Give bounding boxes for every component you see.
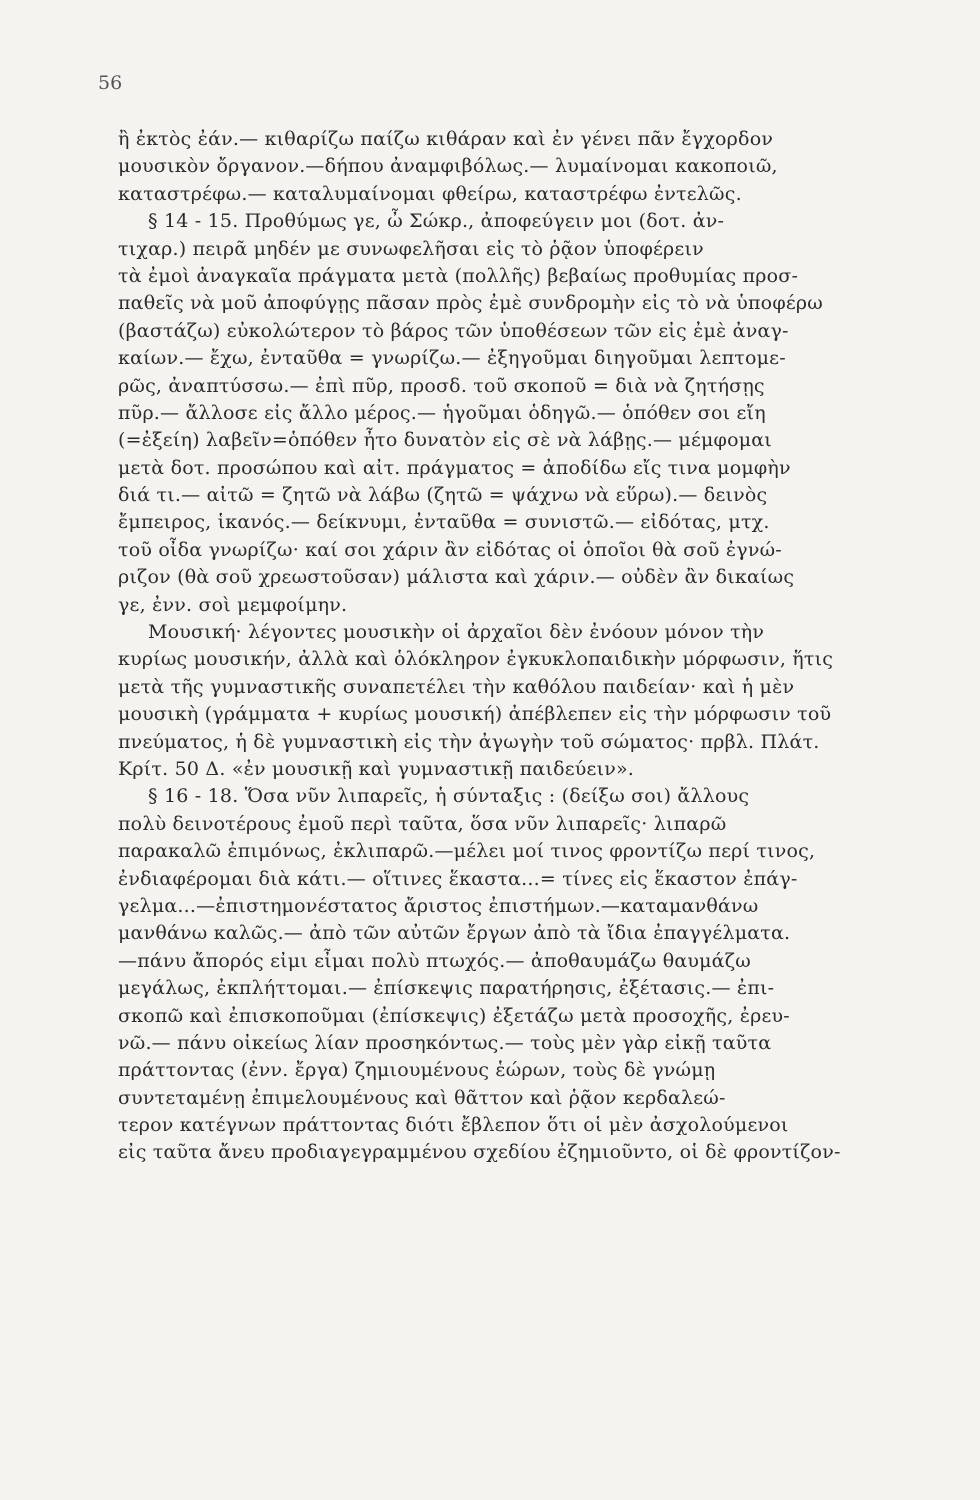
- text-line: τὰ ἐμοὶ ἀναγκαῖα πράγματα μετὰ (πολλῆς) βεβαίως προθυμίας προσ-: [118, 264, 799, 287]
- text-line: εἰς ταῦτα ἄνευ προδιαγεγραμμένου σχεδίου ἐζημιοῦντο, οἱ δὲ φροντίζον-: [118, 1141, 841, 1164]
- text-line: καταστρέφω.— καταλυμαίνομαι φθείρω, καταστρέφω ἐντελῶς.: [118, 182, 742, 205]
- text-line: ἐνδιαφέρομαι διὰ κάτι.— οἵτινες ἕκαστα...= τίνες εἰς ἕκαστον ἐπάγ-: [118, 867, 798, 890]
- text-line: τερον κατέγνων πράττοντας διότι ἔβλεπον ὅτι οἱ μὲν ἀσχολούμενοι: [118, 1114, 789, 1137]
- text-line: διά τι.— αἰτῶ = ζητῶ νὰ λάβω (ζητῶ = ψάχνω νὰ εὕρω).— δεινὸς: [118, 484, 768, 507]
- text-line: κυρίως μουσικήν, ἀλλὰ καὶ ὁλόκληρον ἐγκυκλοπαιδικὴν μόρφωσιν, ἥτις: [118, 648, 834, 671]
- text-line: πῦρ.— ἄλλοσε εἰς ἄλλο μέρος.— ἡγοῦμαι ὁδηγῶ.— ὁπόθεν σοι εἴη: [118, 401, 766, 424]
- text-line: πνεύματος, ἡ δὲ γυμναστικὴ εἰς τὴν ἀγωγὴν τοῦ σώματος· πρβλ. Πλάτ.: [118, 730, 820, 753]
- text-line: (=ἐξείη) λαβεῖν=ὁπόθεν ἦτο δυνατὸν εἰς σὲ νὰ λάβῃς.— μέμφομαι: [118, 429, 772, 452]
- text-line: μετὰ τῆς γυμναστικῆς συναπετέλει τὴν καθόλου παιδείαν· καὶ ἡ μὲν: [118, 675, 795, 698]
- text-line: τοῦ οἶδα γνωρίζω· καί σοι χάριν ἂν εἰδότας οἱ ὁποῖοι θὰ σοῦ ἐγνώ-: [118, 538, 782, 561]
- text-line: (βαστάζω) εὐκολώτερον τὸ βάρος τῶν ὑποθέσεων τῶν εἰς ἐμὲ ἀναγ-: [118, 319, 789, 342]
- paragraph-start-line: Μουσική· λέγοντες μουσικὴν οἱ ἀρχαῖοι δὲν ἐνόουν μόνον τὴν: [148, 621, 765, 644]
- page-number: 56: [98, 72, 123, 94]
- text-line: ρῶς, ἀναπτύσσω.— ἐπὶ πῦρ, προσδ. τοῦ σκοποῦ = διὰ νὰ ζητήσῃς: [118, 374, 765, 397]
- body-text: [118, 126, 930, 1167]
- text-line: μετὰ δοτ. προσώπου καὶ αἰτ. πράγματος = ἀποδίδω εἴς τινα μομφὴν: [118, 456, 791, 479]
- text-line: ριζον (θὰ σοῦ χρεωστοῦσαν) μάλιστα καὶ χάριν.— οὐδὲν ἂν δικαίως: [118, 566, 795, 589]
- section-heading-line: § 14 - 15. Προθύμως γε, ὦ Σώκρ., ἀποφεύγειν μοι (δοτ. ἀν-: [148, 210, 725, 233]
- text-line: τιχαρ.) πειρᾶ μηδέν με συνωφελῆσαι εἰς τὸ ῥᾷον ὑποφέρειν: [118, 237, 704, 260]
- text-line: γελμα...—ἐπιστημονέστατος ἄριστος ἐπιστήμων.—καταμανθάνω: [118, 894, 759, 917]
- text-line: μουσικὴ (γράμματα + κυρίως μουσική) ἀπέβλεπεν εἰς τὴν μόρφωσιν τοῦ: [118, 703, 832, 726]
- text-line: συντεταμένῃ ἐπιμελουμένους καὶ θᾶττον καὶ ῥᾷον κερδαλεώ-: [118, 1086, 726, 1109]
- text-line: γε, ἐνν. σοὶ μεμφοίμην.: [118, 593, 348, 616]
- text-line: Κρίτ. 50 Δ. «ἐν μουσικῇ καὶ γυμναστικῇ παιδεύειν».: [118, 757, 635, 780]
- text-line: παθεῖς νὰ μοῦ ἀποφύγῃς πᾶσαν πρὸς ἐμὲ συνδρομὴν εἰς τὸ νὰ ὑποφέρω: [118, 292, 823, 315]
- text-line: —πάνυ ἄπορός εἰμι εἶμαι πολὺ πτωχός.— ἀποθαυμάζω θαυμάζω: [118, 949, 751, 972]
- text-line: πράττοντας (ἐνν. ἔργα) ζημιουμένους ἑώρων, τοὺς δὲ γνώμῃ: [118, 1059, 716, 1082]
- text-line: πολὺ δεινοτέρους ἐμοῦ περὶ ταῦτα, ὅσα νῦν λιπαρεῖς· λιπαρῶ: [118, 812, 727, 835]
- section-heading-line: § 16 - 18. Ὅσα νῦν λιπαρεῖς, ἡ σύνταξις : (δείξω σοι) ἄλλους: [148, 785, 750, 808]
- text-line: ἢ ἐκτὸς ἐάν.— κιθαρίζω παίζω κιθάραν καὶ ἐν γένει πᾶν ἔγχορδον: [118, 128, 774, 150]
- text-line: σκοπῶ καὶ ἐπισκοποῦμαι (ἐπίσκεψις) ἐξετάζω μετὰ προσοχῆς, ἐρευ-: [118, 1004, 790, 1027]
- text-line: μουσικὸν ὄργανον.—δήπου ἀναμφιβόλως.— λυμαίνομαι κακοποιῶ,: [118, 155, 778, 178]
- text-line: μεγάλως, ἐκπλήττομαι.— ἐπίσκεψις παρατήρησις, ἐξέτασις.— ἐπι-: [118, 977, 775, 1000]
- text-line: καίων.— ἔχω, ἐνταῦθα = γνωρίζω.— ἐξηγοῦμαι διηγοῦμαι λεπτομε-: [118, 347, 786, 370]
- text-line: παρακαλῶ ἐπιμόνως, ἐκλιπαρῶ.—μέλει μοί τινος φροντίζω περί τινος,: [118, 840, 816, 863]
- text-line: μανθάνω καλῶς.— ἀπὸ τῶν αὐτῶν ἔργων ἀπὸ τὰ ἴδια ἐπαγγέλματα.: [118, 922, 791, 945]
- text-line: νῶ.— πάνυ οἰκείως λίαν προσηκόντως.— τοὺς μὲν γὰρ εἰκῇ ταῦτα: [118, 1031, 772, 1054]
- text-line: ἔμπειρος, ἱκανός.— δείκνυμι, ἐνταῦθα = συνιστῶ.— εἰδότας, μτχ.: [118, 511, 770, 534]
